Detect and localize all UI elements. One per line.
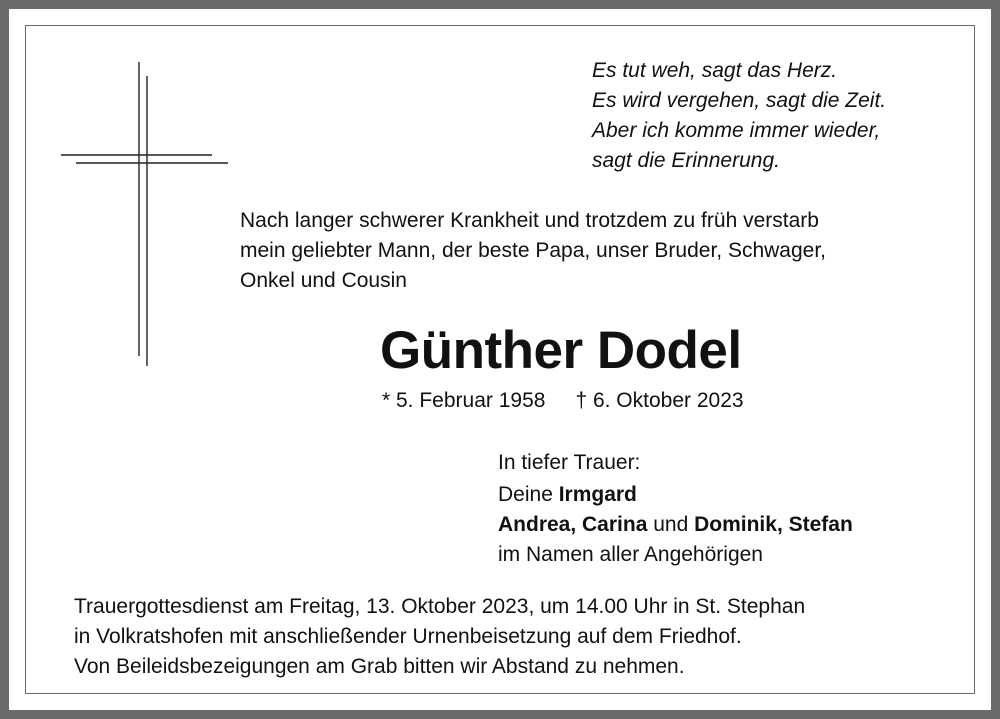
mourner-conjunction: und: [647, 513, 695, 536]
mourner-prefix: Deine: [498, 483, 559, 506]
mourner-names: Andrea, Carina: [498, 513, 648, 536]
mourner-line: [498, 480, 853, 510]
mourner-name: Irmgard: [558, 483, 637, 506]
mourners-block: [498, 448, 853, 570]
mourners-heading: In tiefer Trauer:: [498, 451, 641, 474]
poem-line: Aber ich komme immer wieder,: [592, 119, 881, 142]
mourners-closing: im Namen aller Angehörigen: [498, 543, 763, 566]
intro-text: [240, 206, 826, 296]
death-date: † 6. Oktober 2023: [575, 389, 744, 412]
intro-line: Nach langer schwerer Krankheit und trotzdem zu früh verstarb: [240, 209, 819, 232]
life-dates: [382, 386, 744, 416]
mourner-names: Dominik, Stefan: [694, 513, 853, 536]
birth-date: * 5. Februar 1958: [382, 389, 546, 412]
service-line: in Volkratshofen mit anschließender Urnenbeisetzung auf dem Friedhof.: [74, 625, 742, 648]
deceased-name: Günther Dodel: [380, 321, 742, 380]
poem-line: Es wird vergehen, sagt die Zeit.: [592, 89, 887, 112]
service-line: Von Beileidsbezeigungen am Grab bitten wir Abstand zu nehmen.: [74, 655, 685, 678]
mourner-line: [498, 510, 853, 540]
poem-line: sagt die Erinnerung.: [592, 149, 780, 172]
service-info: [74, 592, 805, 682]
cross-icon: [58, 62, 230, 367]
poem-line: Es tut weh, sagt das Herz.: [592, 59, 838, 82]
intro-line: Onkel und Cousin: [240, 269, 407, 292]
service-line: Trauergottesdienst am Freitag, 13. Oktober 2023, um 14.00 Uhr in St. Stephan: [74, 595, 806, 618]
poem: [592, 56, 886, 176]
intro-line: mein geliebter Mann, der beste Papa, unser Bruder, Schwager,: [240, 239, 827, 262]
